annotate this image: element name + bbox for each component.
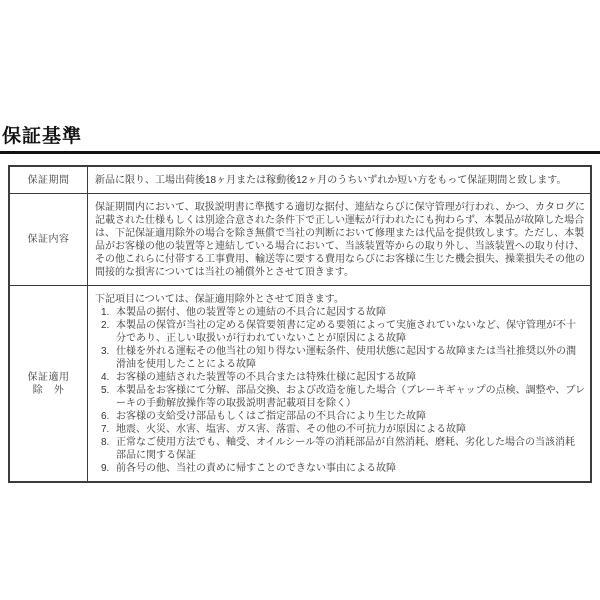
exclusions-list	[101, 306, 585, 475]
warranty-coverage-text: 保証期間内において、取扱説明書に準拠する適切な据付、連結ならびに保守管理が行われ、かつ、カタログに記載された仕様もしくは別途合意された条件下で正しい運転が行われたにも拘わらず、本製品が故障した場合は、下記保証適用除外の場合を除き無償で当社の判断において修理または代品を提供致します。ただし、本製品がお客様の他の装置等と連結している場合において、当該装置等からの取り外し、当該装置への取り付け、その他これらに付帯する工事費用、輸送等に要する費用ならびにお客様に生じた機会損失、操業損失その他の間接的な損害については当社の補償外とさせて頂きます。	[95, 202, 585, 278]
item-number: 1.	[101, 307, 110, 318]
exclusion-item-2	[101, 319, 585, 345]
exclusions-intro-text: 下記項目については、保証適用除外とさせて頂きます。	[95, 294, 344, 305]
table-row-warranty-coverage	[10, 193, 590, 285]
table-row-warranty-period	[10, 167, 590, 193]
item-number: 9.	[101, 463, 110, 474]
row-label-warranty-exclusions	[10, 286, 88, 481]
exclusion-item-5	[101, 384, 585, 410]
exclusion-item-1	[101, 306, 585, 319]
title-underline-rule	[0, 151, 600, 154]
exclusion-item-8	[101, 436, 585, 462]
warranty-period-text: 新品に限り、工場出荷後18ヶ月または稼動後12ヶ月のうちいずれか短い方をもって保証期間と致します。	[95, 175, 567, 186]
row-label-warranty-period	[10, 167, 88, 193]
warranty-table	[8, 165, 592, 483]
exclusion-item-6	[101, 410, 585, 423]
item-text: 本製品の保管が当社の定める保管要領書に定める要領によって実施されていないなど、保守管理が不十分であり、正しい取扱いが行われていないことが原因による故障	[116, 320, 576, 344]
table-row-warranty-exclusions	[10, 285, 590, 481]
item-number: 2.	[101, 320, 110, 331]
item-number: 6.	[101, 411, 110, 422]
item-text: 地震、火災、水害、塩害、ガス害、落雷、その他の不可抗力が原因による故障	[116, 424, 466, 435]
item-text: 前各号の他、当社の責めに帰すことのできない事由による故障	[116, 463, 396, 474]
exclusion-item-3	[101, 345, 585, 371]
item-text: 本製品の据付、他の装置等との連結の不具合に起因する故障	[116, 307, 386, 318]
item-number: 7.	[101, 424, 110, 435]
row-label-warranty-coverage	[10, 194, 88, 285]
item-text: 正常なご使用方法でも、軸受、オイルシール等の消耗部品が自然消耗、磨耗、劣化した場合の当該消耗部品に関する保証	[116, 437, 576, 461]
item-number: 5.	[101, 385, 110, 396]
row-content-warranty-coverage	[88, 194, 590, 285]
item-number: 3.	[101, 346, 110, 357]
item-text: 本製品をお客様にて分解、部品交換、および改造を施した場合（ブレーキギャップの点検、調整や、ブレーキの手動解放操作等の取扱説明書記載項目を除く）	[116, 385, 585, 409]
row-label-text: 保証内容	[27, 234, 70, 245]
item-number: 4.	[101, 372, 110, 383]
row-label-line1: 保証適用	[27, 371, 70, 383]
exclusion-item-7	[101, 423, 585, 436]
page-title: 保証基準	[2, 126, 83, 147]
item-text: お客様の連結された装置等の不具合または特殊仕様に起因する故障	[116, 372, 416, 383]
exclusion-item-4	[101, 371, 585, 384]
row-content-warranty-exclusions	[88, 286, 590, 481]
row-content-warranty-period	[88, 167, 590, 193]
item-number: 8.	[101, 437, 110, 448]
row-label-line2: 除 外	[32, 384, 65, 396]
item-text: お客様の支給受け部品もしくはご指定部品の不具合により生じた故障	[116, 411, 426, 422]
exclusion-item-9	[101, 462, 585, 475]
row-label-text: 保証期間	[27, 174, 70, 186]
item-text: 仕様を外れる運転その他当社の知り得ない運転条件、使用状態に起因する故障または当社推奨以外の潤滑油を使用したことによる故障	[116, 346, 576, 370]
